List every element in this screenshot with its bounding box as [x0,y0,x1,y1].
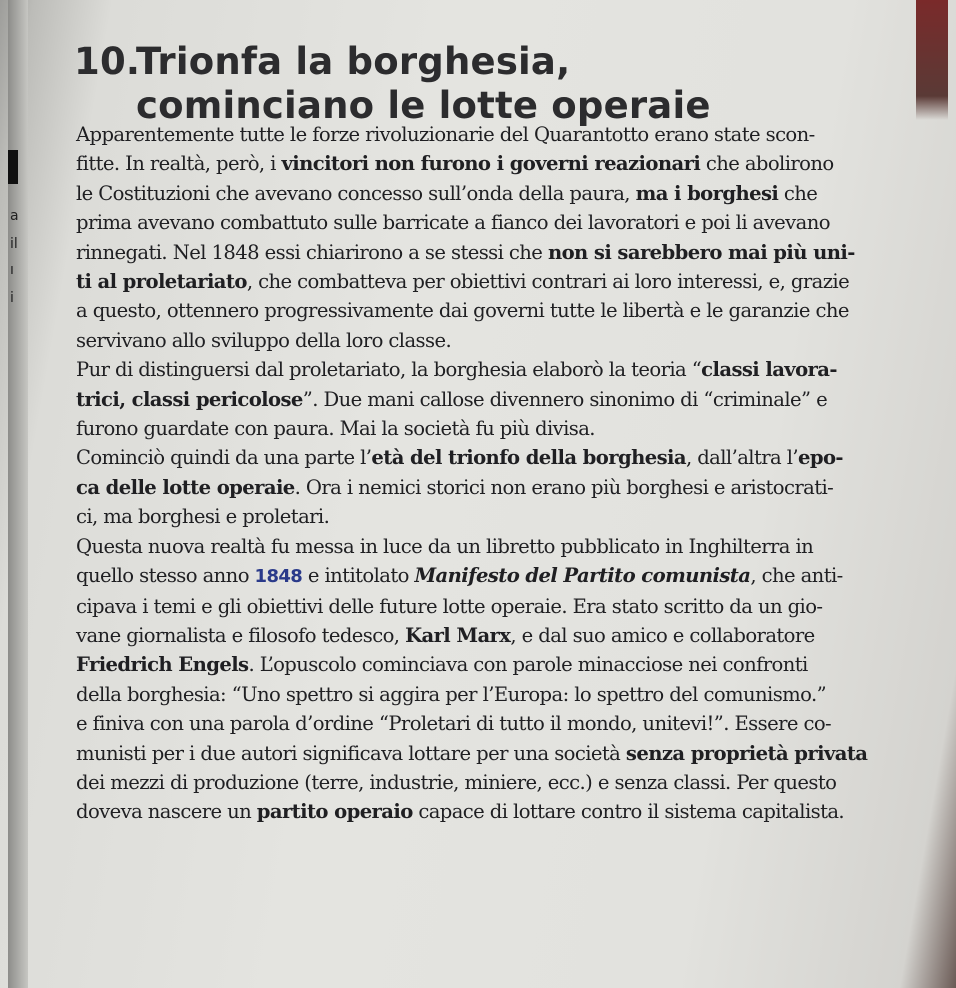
text-run: capace di lottare contro il sistema capitalista. [412,800,845,824]
bold-text: trici, classi pericolose [76,387,303,411]
body-text [76,120,946,827]
page-corner-shadow [916,0,948,120]
text-run: . Ora i nemici storici non erano più borghesi e aristocrati- [294,475,834,499]
margin-mark: il [10,236,18,252]
text-line [76,532,946,561]
text-run: furono guardate con paura. Mai la società fu più divisa. [76,417,595,441]
text-line [76,149,946,178]
bold-text: ca delle lotte operaie [76,475,295,499]
text-run: munisti per i due autori significava lottare per una società [76,741,626,765]
text-line [76,443,946,472]
page-gutter [8,0,28,988]
text-line [76,179,946,208]
text-line [76,768,946,797]
margin-black-mark [8,150,18,184]
highlighted-year: 1848 [254,566,303,588]
text-line [76,385,946,414]
text-run: Questa nuova realtà fu messa in luce da un libretto pubblicato in Inghilterra in [76,534,814,558]
heading-line-2: cominciano le lotte operaie [136,84,711,127]
text-run: prima avevano combattuto sulle barricate a fianco dei lavoratori e poi li avevano [76,211,830,235]
bold-text: epo- [798,446,843,470]
text-line [76,680,946,709]
text-run: della borghesia: “Uno spettro si aggira per l’Europa: lo spettro del comunismo.” [76,682,827,706]
text-line [76,561,946,591]
bold-text: vincitori non furono i governi reazionari [281,152,701,176]
text-run: e intitolato [302,564,415,588]
text-line [76,739,946,768]
text-run: quello stesso anno [76,564,255,588]
text-line [76,709,946,738]
text-run: rinnegati. Nel 1848 essi chiarirono a se stessi che [76,240,548,264]
margin-mark: ı [10,262,14,278]
text-run: e finiva con una parola d’ordine “Proletari di tutto il mondo, unitevi!”. Essere co- [76,712,832,736]
heading-line-1: Trionfa la borghesia, [136,40,571,83]
text-line [76,797,946,826]
text-run: , che combatteva per obiettivi contrari ai loro interessi, e, grazie [246,270,850,294]
text-run: vane giornalista e filosofo tedesco, [76,623,406,647]
text-line [76,355,946,384]
text-line [76,267,946,296]
bold-text: partito operaio [256,800,413,824]
text-run: a questo, ottennero progressivamente dai governi tutte le libertà e le garanzie che [76,299,849,323]
text-run: le Costituzioni che avevano concesso sull’onda della paura, [76,181,636,205]
bold-text: ti al proletariato [76,270,247,294]
bold-text: non si sarebbero mai più uni- [547,240,855,264]
text-line [76,238,946,267]
text-line [76,326,946,355]
text-line [76,414,946,443]
text-run: . L’opuscolo cominciava con parole minacciose nei confronti [248,653,808,677]
text-run: che abolirono [700,152,834,176]
text-run: , e dal suo amico e collaboratore [510,623,815,647]
text-run: , dall’altra l’ [685,446,798,470]
text-line [76,120,946,149]
bold-text: ma i borghesi [635,181,779,205]
text-line [76,473,946,502]
bold-italic-text: Manifesto del Partito comunista [414,564,751,588]
text-run: che [778,181,818,205]
text-line [76,502,946,531]
textbook-page [8,0,948,988]
bold-text: età del trionfo della borghesia [371,446,686,470]
text-run: fitte. In realtà, però, i [76,152,282,176]
text-line [76,621,946,650]
text-line [76,592,946,621]
bold-text: classi lavora- [701,358,837,382]
text-run: Cominciò quindi da una parte l’ [76,446,372,470]
text-line [76,208,946,237]
margin-mark: i [10,290,14,306]
text-run: dei mezzi di produzione (terre, industrie, miniere, ecc.) e senza classi. Per questo [76,770,837,794]
text-run: cipava i temi e gli obiettivi delle future lotte operaie. Era stato scritto da un gio- [76,594,823,618]
bold-text: Karl Marx [405,623,511,647]
text-run: ”. Due mani callose divennero sinonimo di “criminale” e [302,387,828,411]
text-line [76,650,946,679]
text-run: servivano allo sviluppo della loro classe. [76,328,452,352]
margin-mark: a [10,208,19,224]
text-run: Apparentemente tutte le forze rivoluzionarie del Quarantotto erano state scon- [76,123,815,146]
text-run: Pur di distinguersi dal proletariato, la borghesia elaborò la teoria “ [76,358,702,382]
section-heading [74,40,711,128]
text-line [76,296,946,325]
text-run: doveva nascere un [76,800,257,824]
bold-text: senza proprietà privata [625,741,868,765]
text-run: ci, ma borghesi e proletari. [76,505,330,529]
text-run: , che anti- [750,564,843,588]
section-number: 10. [74,40,141,83]
bold-text: Friedrich Engels [76,653,249,677]
